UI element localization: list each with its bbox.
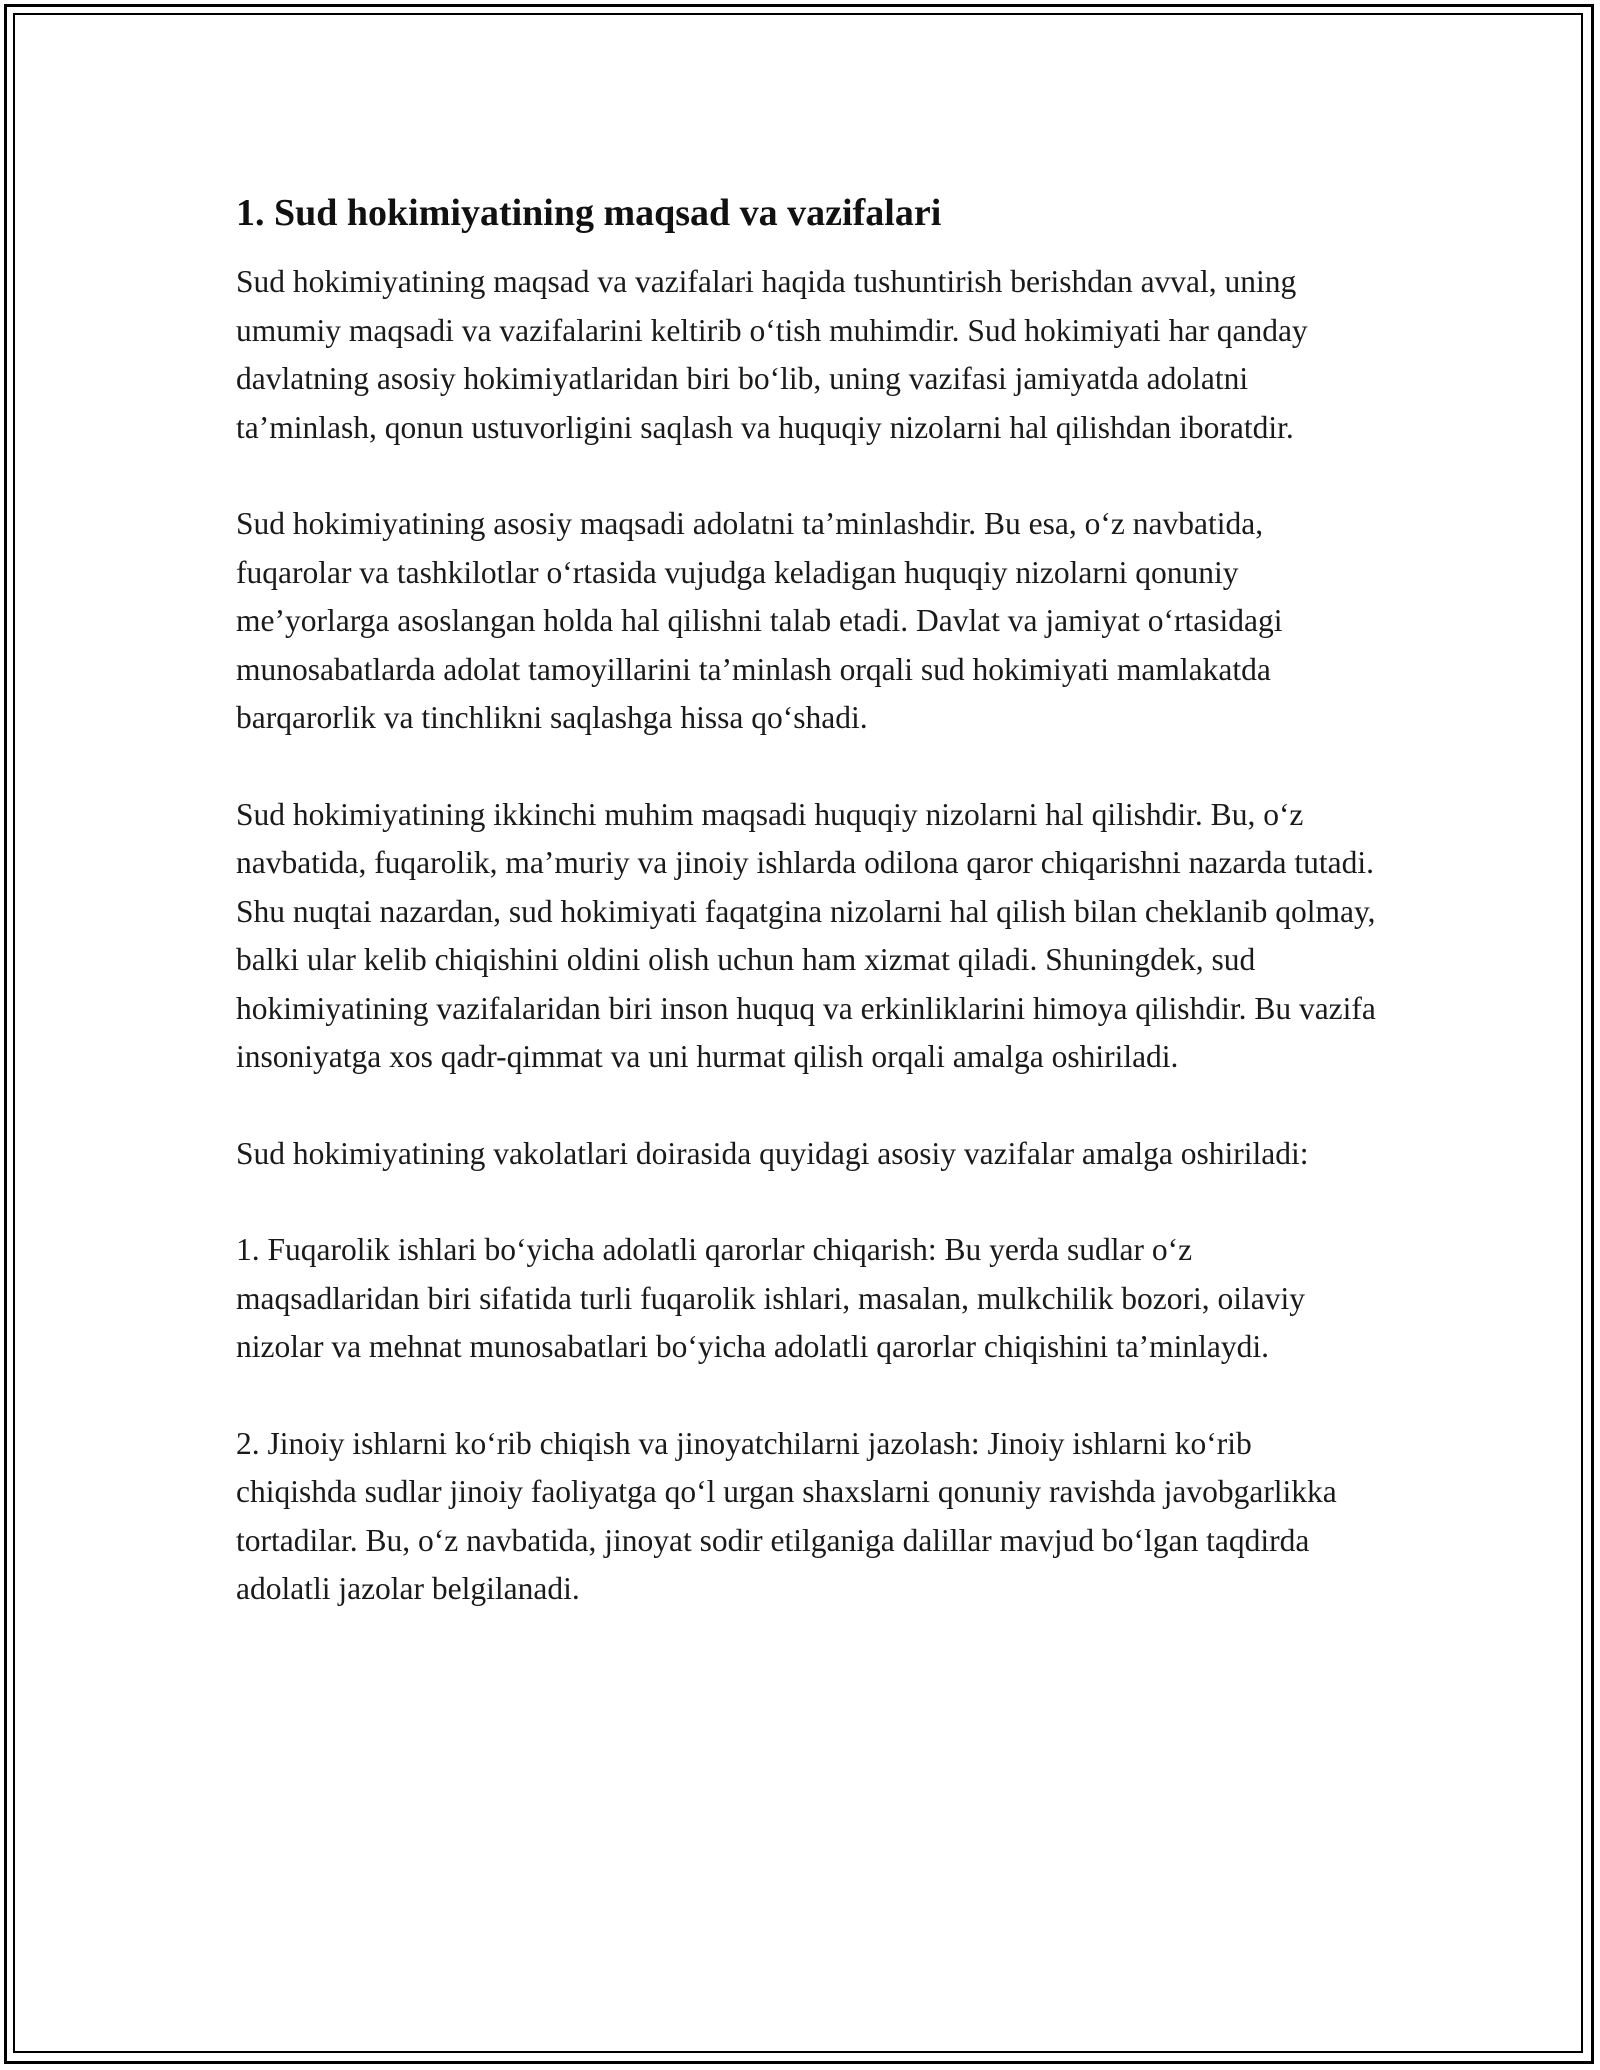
section-heading: 1. Sud hokimiyatining maqsad va vazifalari bbox=[236, 192, 942, 234]
paragraph-tasks-intro: Sud hokimiyatining vakolatlari doirasida quyidagi asosiy vazifalar amalga oshiriladi: bbox=[236, 1135, 1309, 1171]
paragraph-second-goal: Sud hokimiyatining ikkinchi muhim maqsadi huquqiy nizolarni hal qilishdir. Bu, o‘z navbatida, fuqarolik, ma’muriy va jinoiy ishlarda odilona qaror chiqarishni nazarda tutadi. Shu nuqtai nazardan, sud hokimiyati faqatgina nizolarni hal qilish bilan cheklanib qolmay, balki ular kelib chiqishini oldini olish uchun ham xizmat qiladi. Shuningdek, sud hokimiyatining vazifalaridan biri inson huquq va erkinliklarini himoya qilishdir. Bu vazifa insoniyatga xos qadr-qimmat va uni hurmat qilish orqali amalga oshiriladi. bbox=[236, 796, 1376, 1074]
document-body bbox=[236, 190, 1376, 1614]
paragraph-intro: Sud hokimiyatining maqsad va vazifalari haqida tushuntirish berishdan avval, uning umumiy maqsadi va vazifalarini keltirib o‘tish muhimdir. Sud hokimiyati har qanday davlatning asosiy hokimiyatlaridan biri bo‘lib, uning vazifasi jamiyatda adolatni ta’minlash, qonun ustuvorligini saqlash va huquqiy nizolarni hal qilishdan iboratdir. bbox=[236, 264, 1308, 445]
list-item-civil-cases: 1. Fuqarolik ishlari bo‘yicha adolatli qarorlar chiqarish: Bu yerda sudlar o‘z maqsadlaridan biri sifatida turli fuqarolik ishlari, masalan, mulkchilik bozori, oilaviy nizolar va mehnat munosabatlari bo‘yicha adolatli qarorlar chiqishini ta’minlaydi. bbox=[236, 1232, 1305, 1364]
list-item-criminal-cases: 2. Jinoiy ishlarni ko‘rib chiqish va jinoyatchilarni jazolash: Jinoiy ishlarni ko‘rib chiqishda sudlar jinoiy faoliyatga qo‘l urgan shaxslarni qonuniy ravishda javobgarlikka tortadilar. Bu, o‘z navbatida, jinoyat sodir etilganiga dalillar mavjud bo‘lgan taqdirda adolatli jazolar belgilanadi. bbox=[236, 1425, 1337, 1606]
paragraph-main-goal: Sud hokimiyatining asosiy maqsadi adolatni ta’minlashdir. Bu esa, o‘z navbatida, fuqarolar va tashkilotlar o‘rtasida vujudga keladigan huquqiy nizolarni qonuniy me’yorlarga asoslangan holda hal qilishni talab etadi. Davlat va jamiyat o‘rtasidagi munosabatlarda adolat tamoyillarini ta’minlash orqali sud hokimiyati mamlakatda barqarorlik va tinchlikni saqlashga hissa qo‘shadi. bbox=[236, 506, 1283, 735]
